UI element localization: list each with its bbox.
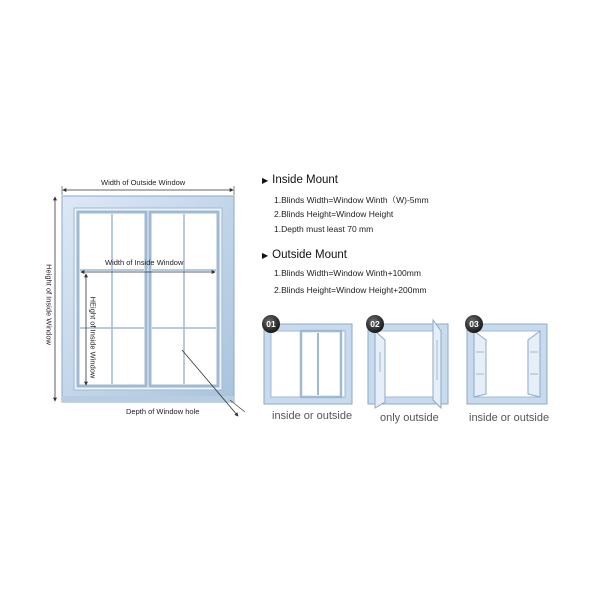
outside-mount-title: ▶ Outside Mount bbox=[262, 249, 347, 261]
type-02-window bbox=[368, 320, 448, 408]
label-width-inside: Width of Inside Window bbox=[105, 258, 184, 267]
type-03-badge: 03 bbox=[465, 315, 483, 333]
outside-rule-1: 1.Blinds Width=Window Winth+100mm bbox=[274, 268, 421, 278]
bullet-triangle-icon: ▶ bbox=[262, 251, 269, 260]
type-01-badge: 01 bbox=[262, 315, 280, 333]
type-03-caption: inside or outside bbox=[469, 412, 550, 424]
label-depth: Depth of Window hole bbox=[126, 407, 200, 416]
outside-rule-2: 2.Blinds Height=Window Height+200mm bbox=[274, 285, 427, 295]
type-01-caption: inside or outside bbox=[272, 410, 353, 422]
type-03-window bbox=[467, 324, 547, 404]
label-width-outside: Width of Outside Window bbox=[101, 178, 186, 187]
inside-rule-1: 1.Blinds Width=Window Winth（W)-5mm bbox=[274, 195, 429, 205]
bullet-triangle-icon: ▶ bbox=[262, 176, 269, 185]
inside-mount-title: ▶ Inside Mount bbox=[262, 174, 339, 186]
type-02-badge: 02 bbox=[366, 315, 384, 333]
inside-rule-2: 2.Blinds Height=Window Height bbox=[274, 209, 394, 219]
type-01-window bbox=[264, 324, 352, 404]
label-height-left: Height of Inside Window bbox=[44, 264, 54, 345]
inside-rule-3: 1.Depth must least 70 mm bbox=[274, 224, 374, 234]
type-02-caption: only outside bbox=[380, 412, 439, 424]
label-height-inside: HEight of Inside Window bbox=[88, 296, 98, 379]
